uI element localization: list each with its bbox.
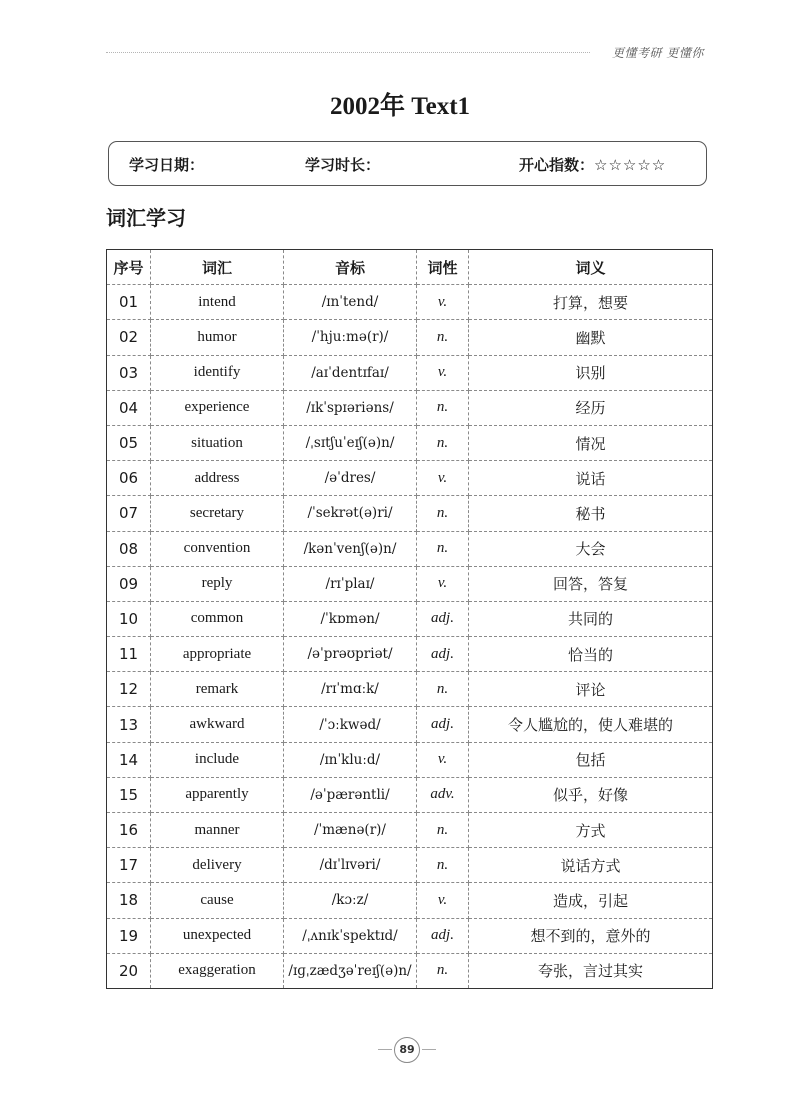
row-index: 08 [107,531,151,566]
study-duration-label: 学习时长： [305,156,381,174]
row-phonetic: /ˈmænə(r)/ [284,813,417,848]
row-meaning: 造成，引起 [469,883,713,918]
row-meaning: 情况 [469,425,713,460]
row-meaning: 令人尴尬的，使人难堪的 [469,707,713,742]
header-slogan: 更懂考研 更懂你 [612,46,704,60]
row-part-of-speech: adj. [417,918,469,953]
row-phonetic: /ˈhjuːmə(r)/ [284,320,417,355]
row-part-of-speech: adv. [417,777,469,812]
happiness-index [519,154,666,175]
row-word: identify [151,355,284,390]
row-index: 19 [107,918,151,953]
row-phonetic: /ˌʌnɪkˈspektɪd/ [284,918,417,953]
row-phonetic: /əˈpærəntli/ [284,777,417,812]
row-phonetic: /rɪˈmɑːk/ [284,672,417,707]
row-index: 15 [107,777,151,812]
row-phonetic: /ɪɡˌzædʒəˈreɪʃ(ə)n/ [284,953,417,988]
row-part-of-speech: v. [417,285,469,320]
table-header-row [107,250,713,285]
table-row [107,848,713,883]
row-word: awkward [151,707,284,742]
row-part-of-speech: adj. [417,601,469,636]
table-row [107,813,713,848]
row-meaning: 夸张，言过其实 [537,962,643,981]
row-word: manner [151,813,284,848]
row-word: cause [151,883,284,918]
header-divider [106,52,590,53]
header-phonetic: 音标 [284,250,417,285]
row-meaning: 秘书 [469,496,713,531]
row-word: intend [151,285,284,320]
row-index: 17 [107,848,151,883]
row-part-of-speech: n. [417,320,469,355]
row-index: 07 [107,496,151,531]
row-index: 14 [107,742,151,777]
row-index: 16 [107,813,151,848]
row-meaning: 似乎，好像 [469,777,713,812]
row-phonetic: /ˈkɒmən/ [284,601,417,636]
row-part-of-speech: n. [417,496,469,531]
row-part-of-speech: adj. [417,707,469,742]
row-index: 12 [107,672,151,707]
row-meaning: 方式 [469,813,713,848]
row-word: address [151,461,284,496]
header-part-of-speech: 词性 [417,250,469,285]
happiness-label: 开心指数： [519,156,595,174]
row-part-of-speech: adj. [417,637,469,672]
row-part-of-speech: n. [417,813,469,848]
row-word: experience [151,390,284,425]
row-meaning: 恰当的 [469,637,713,672]
row-meaning: 大会 [469,531,713,566]
header-meaning: 词义 [469,250,713,285]
table-row [107,742,713,777]
row-part-of-speech: v. [417,566,469,601]
row-phonetic: /ˌsɪtʃuˈeɪʃ(ə)n/ [284,425,417,460]
row-part-of-speech: n. [417,953,469,988]
row-phonetic: /ɪnˈtend/ [284,285,417,320]
table-row [107,953,713,988]
row-phonetic: /ˈɔːkwəd/ [284,707,417,742]
row-index: 13 [107,707,151,742]
page-number: 89 [394,1037,420,1063]
row-meaning: 识别 [469,355,713,390]
vocabulary-table [106,249,713,989]
table-row [107,777,713,812]
row-part-of-speech: v. [417,355,469,390]
star-rating[interactable]: ☆☆☆☆☆ [594,156,667,174]
table-row [107,285,713,320]
row-index: 04 [107,390,151,425]
study-date-label: 学习日期： [129,156,205,174]
row-index: 18 [107,883,151,918]
page-title: 2002年 Text1 [329,93,471,120]
row-part-of-speech: n. [417,848,469,883]
row-part-of-speech: v. [417,883,469,918]
table-row [107,672,713,707]
row-meaning: 回答，答复 [469,566,713,601]
row-word: reply [151,566,284,601]
row-part-of-speech: n. [417,672,469,707]
row-phonetic: /kənˈvenʃ(ə)n/ [284,531,417,566]
row-meaning: 说话方式 [469,848,713,883]
row-meaning: 说话 [469,461,713,496]
row-meaning: 共同的 [469,601,713,636]
row-part-of-speech: n. [417,425,469,460]
row-phonetic: /aɪˈdentɪfaɪ/ [284,355,417,390]
row-index: 20 [107,953,151,988]
header-word: 词汇 [151,250,284,285]
page-number-line-left [378,1049,392,1050]
table-row [107,707,713,742]
row-word: humor [151,320,284,355]
table-row [107,637,713,672]
row-part-of-speech: v. [417,742,469,777]
row-part-of-speech: n. [417,531,469,566]
page-number-line-right [422,1049,436,1050]
row-word: include [151,742,284,777]
table-row [107,425,713,460]
row-word: remark [151,672,284,707]
row-meaning: 经历 [469,390,713,425]
row-word: exaggeration [151,953,284,988]
row-part-of-speech: v. [417,461,469,496]
row-index: 01 [107,285,151,320]
table-row [107,566,713,601]
table-row [107,883,713,918]
table-row [107,918,713,953]
table-row [107,461,713,496]
row-index: 11 [107,637,151,672]
row-meaning: 包括 [469,742,713,777]
row-index: 05 [107,425,151,460]
row-phonetic: /ɪnˈkluːd/ [284,742,417,777]
row-index: 10 [107,601,151,636]
section-title: 词汇学习 [106,206,186,230]
row-word: common [151,601,284,636]
study-info-box [108,141,707,186]
row-word: secretary [151,496,284,531]
row-part-of-speech: n. [417,390,469,425]
row-word: appropriate [151,637,284,672]
row-word: apparently [151,777,284,812]
row-phonetic: /rɪˈplaɪ/ [284,566,417,601]
row-word: delivery [151,848,284,883]
row-phonetic: /kɔːz/ [284,883,417,918]
header-index: 序号 [107,250,151,285]
table-row [107,496,713,531]
row-word: situation [151,425,284,460]
row-phonetic: /dɪˈlɪvəri/ [284,848,417,883]
row-phonetic: /ˈsekrət(ə)ri/ [284,496,417,531]
table-row [107,320,713,355]
row-index: 02 [107,320,151,355]
row-index: 03 [107,355,151,390]
row-meaning: 打算，想要 [469,285,713,320]
row-phonetic: /ɪkˈspɪəriəns/ [284,390,417,425]
table-row [107,390,713,425]
table-row [107,601,713,636]
row-word: unexpected [151,918,284,953]
row-word: convention [151,531,284,566]
table-row [107,531,713,566]
table-row [107,355,713,390]
row-phonetic: /əˈdres/ [284,461,417,496]
row-meaning: 想不到的，意外的 [469,918,713,953]
row-index: 06 [107,461,151,496]
row-meaning: 评论 [469,672,713,707]
row-index: 09 [107,566,151,601]
row-meaning: 幽默 [469,320,713,355]
row-phonetic: /əˈprəʊpriət/ [284,637,417,672]
